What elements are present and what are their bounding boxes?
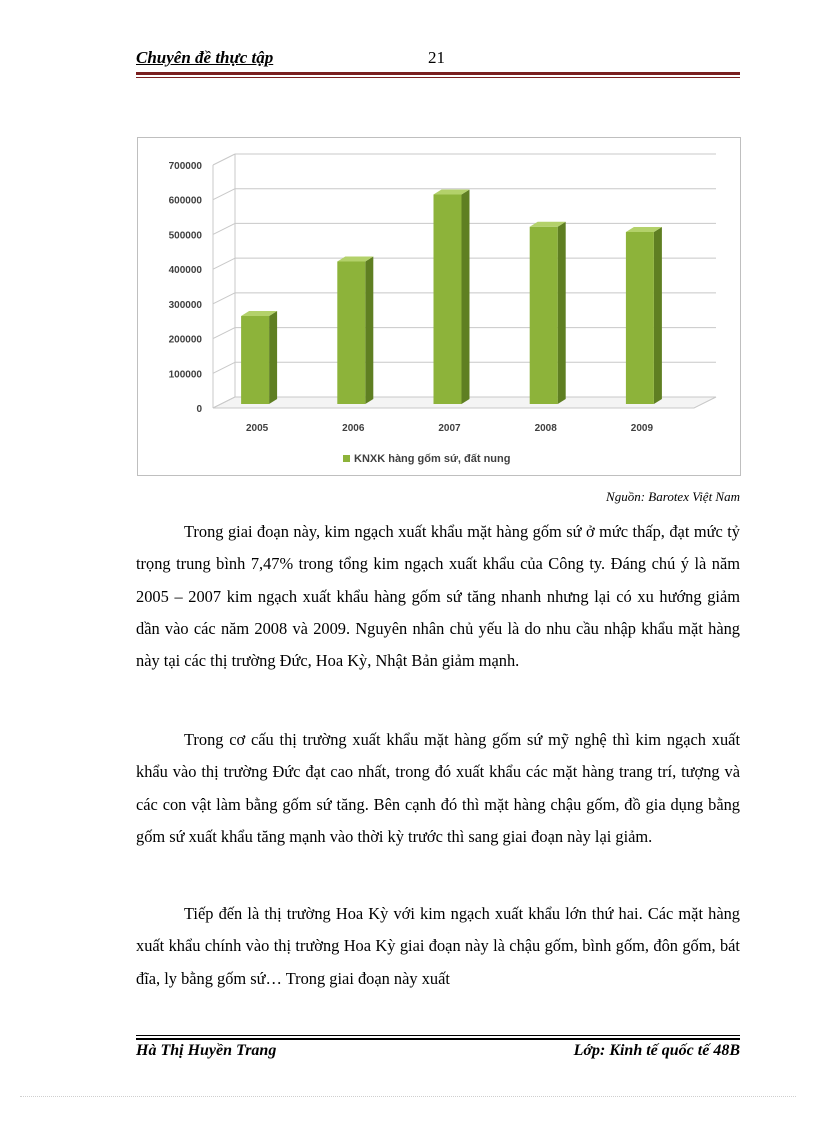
x-tick-label: 2005	[245, 423, 269, 434]
paragraph-3-text: Tiếp đến là thị trường Hoa Kỳ với kim ngạch xuất khẩu lớn thứ hai. Các mặt hàng xuất khẩu chính vào thị trường Hoa Kỳ giai đoạn này là chậu gốm, bình gốm, đôn gốm, bát đĩa, ly bằng gốm sứ… Trong giai đoạn này xuất	[136, 904, 740, 988]
y-tick-label: 400000	[168, 265, 202, 277]
bar-side	[558, 222, 566, 404]
page-edge-dotted-line	[20, 1096, 796, 1097]
paragraph-2	[136, 724, 740, 853]
bar-side	[462, 190, 470, 404]
x-tick-label: 2007	[438, 423, 461, 434]
page-header	[136, 48, 740, 74]
y-tick-label: 300000	[168, 299, 202, 311]
footer-rule-thin	[136, 1035, 740, 1036]
paragraph-1-text: Trong giai đoạn này, kim ngạch xuất khẩu mặt hàng gốm sứ ở mức thấp, đạt mức tỷ trọng trung bình 7,47% trong tổng kim ngạch xuất khẩu của Công ty. Đáng chú ý là năm 2005 – 2007 kim ngạch xuất khẩu hàng gốm sứ tăng nhanh nhưng lại có xu hướng giảm dần vào các năm 2008 và 2009. Nguyên nhân chủ yếu là do nhu cầu nhập khẩu mặt hàng này tại các thị trường Đức, Hoa Kỳ, Nhật Bản giảm mạnh.	[136, 522, 740, 671]
gridline-depth	[213, 154, 235, 165]
gridline-depth	[213, 223, 235, 234]
paragraph-1	[136, 516, 740, 677]
bar-side	[269, 311, 277, 404]
bar	[530, 227, 558, 404]
x-tick-label: 2006	[342, 423, 365, 434]
y-tick-label: 200000	[168, 334, 202, 346]
gridline-depth	[213, 362, 235, 373]
gridline-depth	[213, 293, 235, 304]
legend-swatch	[343, 455, 350, 462]
bar-side	[365, 257, 373, 404]
paragraph-3	[136, 898, 740, 995]
gridline-depth	[213, 258, 235, 269]
legend-label: KNXK hàng gốm sứ, đất nung	[354, 453, 511, 465]
gridline-depth	[213, 189, 235, 200]
y-tick-label: 100000	[168, 369, 202, 381]
header-rule-thin	[136, 77, 740, 78]
footer-rule-thick	[136, 1038, 740, 1040]
header-rule-thick	[136, 72, 740, 75]
gridline-depth	[213, 328, 235, 339]
footer-author: Hà Thị Huyền Trang	[136, 1042, 277, 1059]
bar-chart	[137, 137, 741, 476]
chart-source: Nguồn: Barotex Việt Nam	[606, 489, 740, 504]
footer-class: Lớp: Kinh tế quốc tế 48B	[573, 1042, 740, 1059]
y-tick-label: 700000	[168, 161, 202, 172]
y-tick-label: 0	[196, 404, 202, 415]
page-number: 21	[428, 48, 445, 67]
paragraph-2-text: Trong cơ cấu thị trường xuất khẩu mặt hàng gốm sứ mỹ nghệ thì kim ngạch xuất khẩu vào thị trường Đức đạt cao nhất, trong đó xuất khẩu các mặt hàng trang trí, tượng và các con vật làm bằng gốm sứ tăng. Bên cạnh đó thì mặt hàng chậu gốm, đồ gia dụng bằng gốm sứ xuất khẩu tăng mạnh vào thời kỳ trước thì sang giai đoạn này lại giảm.	[136, 730, 740, 846]
bar-side	[654, 227, 662, 404]
x-tick-label: 2009	[630, 423, 654, 434]
bar	[241, 316, 269, 404]
bar	[626, 232, 654, 404]
y-tick-label: 500000	[168, 230, 202, 242]
chart-svg	[138, 138, 740, 475]
y-tick-label: 600000	[168, 195, 202, 207]
x-tick-label: 2008	[534, 423, 557, 434]
bar	[434, 195, 462, 404]
bar	[337, 262, 365, 404]
header-title: Chuyên đề thực tập	[136, 48, 274, 67]
